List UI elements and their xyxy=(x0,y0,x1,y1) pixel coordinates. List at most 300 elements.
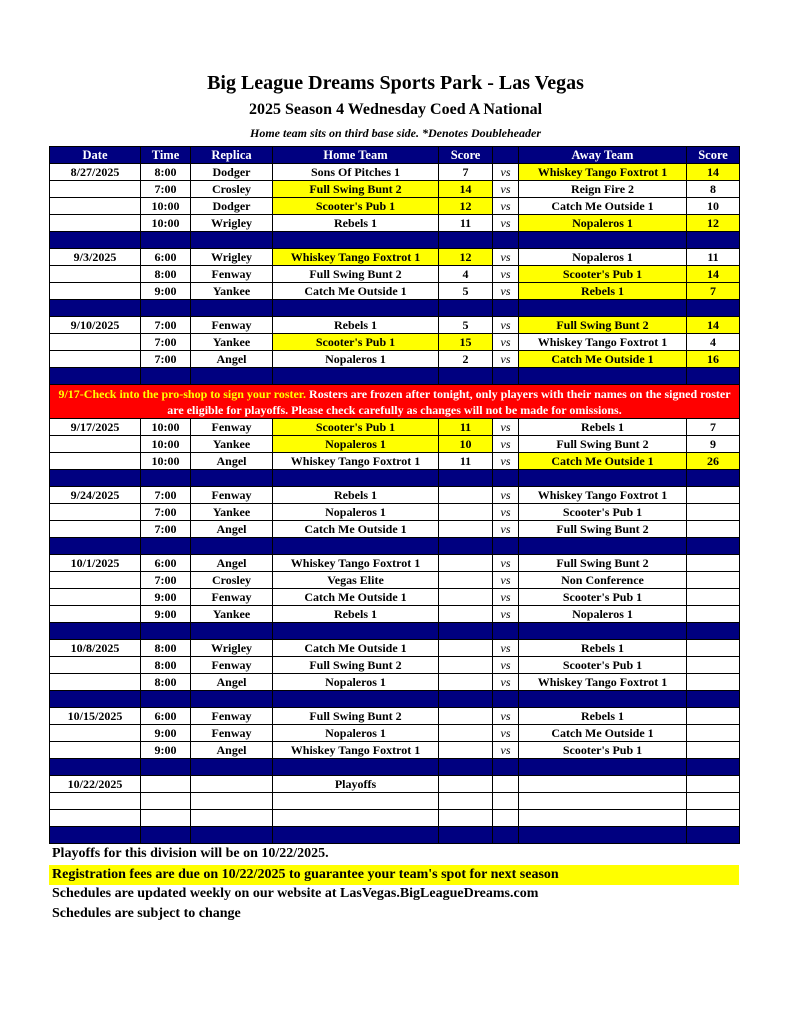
home-team-cell: Nopaleros 1 xyxy=(273,436,439,453)
vs-cell xyxy=(493,810,519,827)
game-row xyxy=(50,436,740,453)
roster-notice xyxy=(50,385,740,419)
replica-cell xyxy=(191,810,273,827)
date-cell xyxy=(50,283,141,300)
home-team-cell: Playoffs xyxy=(273,776,439,793)
game-row xyxy=(50,334,740,351)
away-team-cell xyxy=(519,793,687,810)
home-team-cell: Rebels 1 xyxy=(273,606,439,623)
time-cell: 9:00 xyxy=(141,742,191,759)
game-row xyxy=(50,487,740,504)
separator-cell xyxy=(141,368,191,385)
away-score-cell xyxy=(687,725,740,742)
separator-cell xyxy=(141,623,191,640)
home-score-cell xyxy=(439,487,493,504)
home-team-cell: Full Swing Bunt 2 xyxy=(273,181,439,198)
date-cell xyxy=(50,181,141,198)
vs-cell xyxy=(493,793,519,810)
away-score-cell xyxy=(687,589,740,606)
game-row xyxy=(50,351,740,368)
separator-cell xyxy=(191,759,273,776)
date-cell xyxy=(50,606,141,623)
away-score-cell: 7 xyxy=(687,419,740,436)
vs-cell: vs xyxy=(493,742,519,759)
away-team-cell: Scooter's Pub 1 xyxy=(519,742,687,759)
vs-cell: vs xyxy=(493,487,519,504)
game-row xyxy=(50,453,740,470)
home-team-cell xyxy=(273,810,439,827)
separator-cell xyxy=(273,691,439,708)
separator-cell xyxy=(439,827,493,844)
separator-cell xyxy=(687,759,740,776)
home-score-cell: 10 xyxy=(439,436,493,453)
separator-cell xyxy=(687,691,740,708)
vs-cell: vs xyxy=(493,555,519,572)
separator-cell xyxy=(439,470,493,487)
game-row xyxy=(50,215,740,232)
home-score-cell xyxy=(439,572,493,589)
roster-notice-row xyxy=(50,385,740,419)
separator-cell xyxy=(273,623,439,640)
away-score-cell xyxy=(687,776,740,793)
separator-cell xyxy=(519,232,687,249)
time-cell: 7:00 xyxy=(141,504,191,521)
game-row xyxy=(50,555,740,572)
separator-cell xyxy=(50,827,141,844)
away-team-cell: Non Conference xyxy=(519,572,687,589)
vs-cell: vs xyxy=(493,164,519,181)
vs-cell: vs xyxy=(493,589,519,606)
time-cell: 7:00 xyxy=(141,487,191,504)
away-score-cell xyxy=(687,674,740,691)
separator-cell xyxy=(493,759,519,776)
separator-cell xyxy=(493,300,519,317)
home-score-cell: 11 xyxy=(439,215,493,232)
separator-cell xyxy=(439,538,493,555)
separator-cell xyxy=(191,827,273,844)
away-score-cell: 11 xyxy=(687,249,740,266)
separator-cell xyxy=(191,232,273,249)
away-score-cell xyxy=(687,708,740,725)
away-score-cell xyxy=(687,521,740,538)
away-score-cell: 14 xyxy=(687,164,740,181)
separator-row xyxy=(50,368,740,385)
separator-cell xyxy=(519,300,687,317)
col-home-team: Home Team xyxy=(273,147,439,164)
home-team-cell xyxy=(273,793,439,810)
time-cell xyxy=(141,810,191,827)
home-team-cell: Catch Me Outside 1 xyxy=(273,521,439,538)
home-team-cell: Catch Me Outside 1 xyxy=(273,589,439,606)
home-score-cell xyxy=(439,589,493,606)
date-cell: 9/24/2025 xyxy=(50,487,141,504)
vs-cell: vs xyxy=(493,181,519,198)
time-cell: 7:00 xyxy=(141,521,191,538)
time-cell xyxy=(141,776,191,793)
away-team-cell xyxy=(519,810,687,827)
game-row xyxy=(50,181,740,198)
notice-text: Rosters are frozen after tonight, only players with their names on the signed roster are eligible for playoffs. Please check carefully as changes will not be made for omissions. xyxy=(167,386,731,417)
footer-website: Schedules are updated weekly on our website at LasVegas.BigLeagueDreams.com xyxy=(52,886,539,901)
date-cell: 10/8/2025 xyxy=(50,640,141,657)
away-team-cell: Whiskey Tango Foxtrot 1 xyxy=(519,487,687,504)
time-cell: 7:00 xyxy=(141,334,191,351)
time-cell: 6:00 xyxy=(141,555,191,572)
replica-cell xyxy=(191,776,273,793)
home-score-cell: 11 xyxy=(439,453,493,470)
separator-cell xyxy=(273,827,439,844)
away-team-cell: Rebels 1 xyxy=(519,640,687,657)
date-cell xyxy=(50,266,141,283)
home-score-cell xyxy=(439,742,493,759)
vs-cell xyxy=(493,776,519,793)
separator-cell xyxy=(141,300,191,317)
vs-cell: vs xyxy=(493,521,519,538)
game-row xyxy=(50,708,740,725)
footer-registration: Registration fees are due on 10/22/2025 to guarantee your team's spot for next season xyxy=(49,865,739,885)
home-team-cell: Nopaleros 1 xyxy=(273,674,439,691)
away-team-cell: Rebels 1 xyxy=(519,708,687,725)
away-team-cell: Catch Me Outside 1 xyxy=(519,198,687,215)
date-cell xyxy=(50,793,141,810)
replica-cell xyxy=(191,793,273,810)
date-cell xyxy=(50,589,141,606)
time-cell: 10:00 xyxy=(141,436,191,453)
vs-cell: vs xyxy=(493,640,519,657)
separator-cell xyxy=(687,827,740,844)
separator-cell xyxy=(50,300,141,317)
separator-cell xyxy=(493,691,519,708)
date-cell xyxy=(50,572,141,589)
time-cell: 8:00 xyxy=(141,164,191,181)
away-score-cell xyxy=(687,810,740,827)
date-cell xyxy=(50,742,141,759)
replica-cell: Dodger xyxy=(191,198,273,215)
separator-cell xyxy=(273,300,439,317)
vs-cell: vs xyxy=(493,674,519,691)
game-row xyxy=(50,419,740,436)
date-cell xyxy=(50,725,141,742)
home-team-cell: Vegas Elite xyxy=(273,572,439,589)
time-cell: 10:00 xyxy=(141,215,191,232)
home-score-cell xyxy=(439,555,493,572)
vs-cell: vs xyxy=(493,436,519,453)
away-team-cell: Nopaleros 1 xyxy=(519,249,687,266)
home-team-cell: Whiskey Tango Foxtrot 1 xyxy=(273,555,439,572)
game-row xyxy=(50,640,740,657)
home-team-cell: Nopaleros 1 xyxy=(273,725,439,742)
separator-cell xyxy=(50,691,141,708)
time-cell: 10:00 xyxy=(141,453,191,470)
separator-cell xyxy=(191,623,273,640)
separator-row xyxy=(50,300,740,317)
time-cell: 9:00 xyxy=(141,589,191,606)
separator-cell xyxy=(191,300,273,317)
date-cell xyxy=(50,674,141,691)
home-score-cell xyxy=(439,793,493,810)
separator-row xyxy=(50,623,740,640)
home-score-cell: 14 xyxy=(439,181,493,198)
footer-playoffs: Playoffs for this division will be on 10/22/2025. xyxy=(52,846,329,861)
date-cell xyxy=(50,453,141,470)
col-home-score: Score xyxy=(439,147,493,164)
footer-disclaimer: Schedules are subject to change xyxy=(52,906,241,921)
replica-cell: Fenway xyxy=(191,708,273,725)
time-cell: 9:00 xyxy=(141,725,191,742)
schedule-note: Home team sits on third base side. *Denotes Doubleheader xyxy=(250,126,541,140)
date-cell: 9/10/2025 xyxy=(50,317,141,334)
time-cell: 7:00 xyxy=(141,181,191,198)
schedule-table xyxy=(49,146,740,844)
separator-cell xyxy=(273,538,439,555)
time-cell: 6:00 xyxy=(141,249,191,266)
home-score-cell: 12 xyxy=(439,249,493,266)
vs-cell: vs xyxy=(493,249,519,266)
home-team-cell: Catch Me Outside 1 xyxy=(273,640,439,657)
separator-row xyxy=(50,470,740,487)
notice-highlight: 9/17-Check into the pro-shop to sign your roster. xyxy=(58,386,307,401)
replica-cell: Fenway xyxy=(191,266,273,283)
separator-cell xyxy=(687,232,740,249)
vs-cell: vs xyxy=(493,504,519,521)
away-team-cell: Full Swing Bunt 2 xyxy=(519,555,687,572)
away-team-cell: Nopaleros 1 xyxy=(519,606,687,623)
separator-cell xyxy=(439,759,493,776)
separator-cell xyxy=(687,470,740,487)
away-team-cell: Whiskey Tango Foxtrot 1 xyxy=(519,674,687,691)
game-row xyxy=(50,198,740,215)
replica-cell: Wrigley xyxy=(191,640,273,657)
home-score-cell: 5 xyxy=(439,283,493,300)
away-score-cell xyxy=(687,742,740,759)
replica-cell: Yankee xyxy=(191,334,273,351)
away-team-cell: Scooter's Pub 1 xyxy=(519,657,687,674)
away-score-cell: 7 xyxy=(687,283,740,300)
replica-cell: Fenway xyxy=(191,725,273,742)
replica-cell: Yankee xyxy=(191,283,273,300)
separator-cell xyxy=(493,368,519,385)
away-score-cell xyxy=(687,793,740,810)
away-team-cell: Full Swing Bunt 2 xyxy=(519,317,687,334)
time-cell: 8:00 xyxy=(141,657,191,674)
away-team-cell: Catch Me Outside 1 xyxy=(519,725,687,742)
date-cell: 8/27/2025 xyxy=(50,164,141,181)
home-team-cell: Full Swing Bunt 2 xyxy=(273,266,439,283)
separator-cell xyxy=(50,470,141,487)
separator-cell xyxy=(141,759,191,776)
separator-cell xyxy=(50,623,141,640)
date-cell xyxy=(50,436,141,453)
vs-cell: vs xyxy=(493,334,519,351)
game-row xyxy=(50,606,740,623)
vs-cell: vs xyxy=(493,657,519,674)
game-row xyxy=(50,810,740,827)
time-cell: 9:00 xyxy=(141,606,191,623)
vs-cell: vs xyxy=(493,725,519,742)
away-team-cell: Full Swing Bunt 2 xyxy=(519,436,687,453)
date-cell xyxy=(50,334,141,351)
separator-cell xyxy=(519,470,687,487)
vs-cell: vs xyxy=(493,215,519,232)
home-score-cell: 12 xyxy=(439,198,493,215)
home-score-cell: 4 xyxy=(439,266,493,283)
replica-cell: Crosley xyxy=(191,572,273,589)
separator-cell xyxy=(519,691,687,708)
home-team-cell: Scooter's Pub 1 xyxy=(273,198,439,215)
replica-cell: Yankee xyxy=(191,436,273,453)
home-team-cell: Rebels 1 xyxy=(273,215,439,232)
date-cell: 10/15/2025 xyxy=(50,708,141,725)
page-title: Big League Dreams Sports Park - Las Vegas xyxy=(207,72,584,94)
date-cell xyxy=(50,504,141,521)
away-team-cell: Scooter's Pub 1 xyxy=(519,266,687,283)
game-row xyxy=(50,793,740,810)
separator-cell xyxy=(50,538,141,555)
col-replica: Replica xyxy=(191,147,273,164)
time-cell: 10:00 xyxy=(141,198,191,215)
separator-cell xyxy=(141,470,191,487)
game-row xyxy=(50,776,740,793)
separator-cell xyxy=(687,368,740,385)
away-score-cell xyxy=(687,572,740,589)
away-team-cell: Whiskey Tango Foxtrot 1 xyxy=(519,334,687,351)
col-away-score: Score xyxy=(687,147,740,164)
separator-cell xyxy=(493,232,519,249)
separator-cell xyxy=(141,538,191,555)
replica-cell: Fenway xyxy=(191,419,273,436)
separator-cell xyxy=(439,300,493,317)
away-team-cell: Nopaleros 1 xyxy=(519,215,687,232)
away-score-cell: 4 xyxy=(687,334,740,351)
away-team-cell: Full Swing Bunt 2 xyxy=(519,521,687,538)
replica-cell: Angel xyxy=(191,742,273,759)
time-cell: 8:00 xyxy=(141,266,191,283)
away-score-cell: 26 xyxy=(687,453,740,470)
vs-cell: vs xyxy=(493,572,519,589)
separator-cell xyxy=(519,538,687,555)
away-team-cell: Catch Me Outside 1 xyxy=(519,351,687,368)
date-cell xyxy=(50,215,141,232)
away-team-cell: Whiskey Tango Foxtrot 1 xyxy=(519,164,687,181)
date-cell: 9/3/2025 xyxy=(50,249,141,266)
separator-row xyxy=(50,232,740,249)
date-cell xyxy=(50,198,141,215)
away-score-cell xyxy=(687,555,740,572)
away-score-cell: 12 xyxy=(687,215,740,232)
away-team-cell xyxy=(519,776,687,793)
replica-cell: Angel xyxy=(191,555,273,572)
vs-cell: vs xyxy=(493,453,519,470)
home-score-cell xyxy=(439,810,493,827)
separator-row xyxy=(50,827,740,844)
col-away-team: Away Team xyxy=(519,147,687,164)
away-score-cell: 10 xyxy=(687,198,740,215)
separator-cell xyxy=(493,623,519,640)
separator-row xyxy=(50,759,740,776)
replica-cell: Yankee xyxy=(191,504,273,521)
home-score-cell xyxy=(439,674,493,691)
home-score-cell xyxy=(439,640,493,657)
away-score-cell xyxy=(687,606,740,623)
separator-cell xyxy=(687,623,740,640)
vs-cell: vs xyxy=(493,266,519,283)
time-cell: 7:00 xyxy=(141,351,191,368)
separator-cell xyxy=(439,623,493,640)
col-vs xyxy=(493,147,519,164)
away-score-cell xyxy=(687,640,740,657)
home-team-cell: Full Swing Bunt 2 xyxy=(273,708,439,725)
home-score-cell: 5 xyxy=(439,317,493,334)
date-cell: 10/1/2025 xyxy=(50,555,141,572)
replica-cell: Angel xyxy=(191,351,273,368)
separator-cell xyxy=(141,691,191,708)
game-row xyxy=(50,742,740,759)
date-cell xyxy=(50,657,141,674)
separator-cell xyxy=(493,470,519,487)
replica-cell: Crosley xyxy=(191,181,273,198)
home-team-cell: Nopaleros 1 xyxy=(273,504,439,521)
home-team-cell: Whiskey Tango Foxtrot 1 xyxy=(273,742,439,759)
home-team-cell: Rebels 1 xyxy=(273,487,439,504)
home-team-cell: Nopaleros 1 xyxy=(273,351,439,368)
separator-cell xyxy=(519,623,687,640)
separator-cell xyxy=(687,538,740,555)
home-team-cell: Sons Of Pitches 1 xyxy=(273,164,439,181)
separator-cell xyxy=(439,232,493,249)
replica-cell: Fenway xyxy=(191,317,273,334)
home-score-cell xyxy=(439,776,493,793)
away-team-cell: Catch Me Outside 1 xyxy=(519,453,687,470)
home-score-cell: 2 xyxy=(439,351,493,368)
separator-cell xyxy=(50,232,141,249)
away-score-cell: 14 xyxy=(687,266,740,283)
separator-row xyxy=(50,538,740,555)
game-row xyxy=(50,317,740,334)
home-score-cell xyxy=(439,725,493,742)
col-date: Date xyxy=(50,147,141,164)
replica-cell: Wrigley xyxy=(191,215,273,232)
vs-cell: vs xyxy=(493,351,519,368)
separator-row xyxy=(50,691,740,708)
time-cell: 8:00 xyxy=(141,640,191,657)
game-row xyxy=(50,283,740,300)
home-score-cell xyxy=(439,606,493,623)
time-cell: 7:00 xyxy=(141,317,191,334)
separator-cell xyxy=(141,827,191,844)
separator-cell xyxy=(439,691,493,708)
away-score-cell: 9 xyxy=(687,436,740,453)
separator-cell xyxy=(519,368,687,385)
separator-cell xyxy=(439,368,493,385)
home-score-cell xyxy=(439,521,493,538)
away-score-cell: 16 xyxy=(687,351,740,368)
away-score-cell xyxy=(687,504,740,521)
away-team-cell: Scooter's Pub 1 xyxy=(519,589,687,606)
time-cell xyxy=(141,793,191,810)
game-row xyxy=(50,164,740,181)
date-cell xyxy=(50,521,141,538)
vs-cell: vs xyxy=(493,198,519,215)
game-row xyxy=(50,266,740,283)
replica-cell: Angel xyxy=(191,453,273,470)
separator-cell xyxy=(191,470,273,487)
home-team-cell: Whiskey Tango Foxtrot 1 xyxy=(273,249,439,266)
replica-cell: Yankee xyxy=(191,606,273,623)
game-row xyxy=(50,725,740,742)
away-team-cell: Rebels 1 xyxy=(519,419,687,436)
home-team-cell: Whiskey Tango Foxtrot 1 xyxy=(273,453,439,470)
header-row xyxy=(50,147,740,164)
